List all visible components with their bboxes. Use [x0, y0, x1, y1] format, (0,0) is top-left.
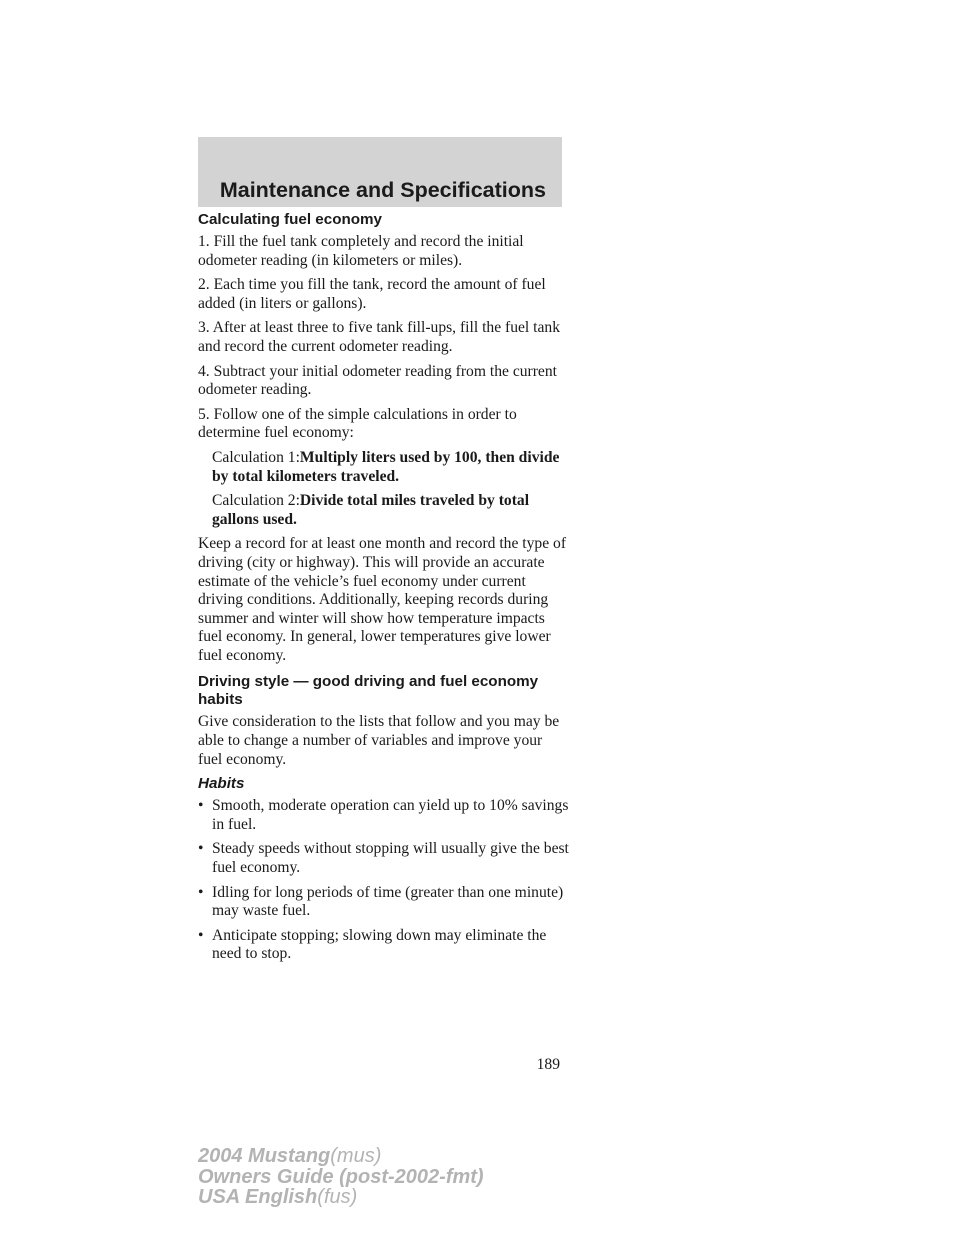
- record-paragraph: Keep a record for at least one month and record the type of driving (city or highway). This will provide an accurate estimate of the vehicle’s fuel economy under current driving conditions. Additionally, keeping records during summer and winter will show how temperature impacts fuel economy. In general, lower temperatures give lower fuel economy.: [198, 535, 567, 664]
- list-item: [198, 797, 570, 834]
- list-item-text: Idling for long periods of time (greater than one minute) may waste fuel.: [212, 883, 564, 920]
- footer-guide: Owners Guide (post-2002-fmt): [198, 1165, 484, 1188]
- list-item: [198, 927, 570, 964]
- calculation-2-text: Divide total miles traveled by total gallons used.: [212, 492, 530, 528]
- document-footer: [198, 1146, 484, 1208]
- footer-model: 2004 Mustang: [198, 1145, 331, 1167]
- footer-language-code: (fus): [317, 1186, 358, 1208]
- bullet-icon: •: [198, 840, 204, 858]
- heading-habits: Habits: [198, 775, 245, 793]
- bullet-icon: •: [198, 926, 204, 944]
- list-item-text: Smooth, moderate operation can yield up to 10% savings in fuel.: [212, 797, 569, 833]
- page-number: 189: [536, 1056, 560, 1073]
- heading-calculating-fuel-economy: Calculating fuel economy: [198, 211, 382, 228]
- calculation-2: [198, 492, 570, 529]
- calculation-2-label: Calculation 2:: [212, 492, 300, 510]
- footer-line-1: [198, 1146, 484, 1167]
- footer-line-3: [198, 1187, 484, 1208]
- bullet-icon: •: [198, 797, 204, 815]
- list-item-text: Steady speeds without stopping will usually give the best fuel economy.: [212, 840, 569, 877]
- section-header-band: [198, 137, 562, 207]
- bullet-icon: •: [198, 883, 204, 901]
- step-1: 1. Fill the fuel tank completely and record the initial odometer reading (in kilometers or miles).: [198, 233, 524, 269]
- step-2: 2. Each time you fill the tank, record the amount of fuel added (in liters or gallons).: [198, 276, 546, 312]
- list-item: [198, 884, 570, 921]
- footer-model-code: (mus): [330, 1145, 382, 1167]
- list-item-text: Anticipate stopping; slowing down may eliminate the need to stop.: [212, 926, 547, 963]
- calculation-1-text: Multiply liters used by 100, then divide by total kilometers traveled.: [212, 448, 560, 485]
- calculation-1: [198, 449, 570, 486]
- driving-style-intro: Give consideration to the lists that follow and you may be able to change a number of variables and improve your fuel economy.: [198, 713, 560, 768]
- step-3: 3. After at least three to five tank fill-ups, fill the fuel tank and record the current odometer reading.: [198, 319, 561, 355]
- list-item: [198, 840, 570, 877]
- footer-language: USA English: [198, 1186, 318, 1208]
- heading-driving-style: Driving style — good driving and fuel economy habits: [198, 673, 539, 709]
- step-5: 5. Follow one of the simple calculations in order to determine fuel economy:: [198, 405, 517, 442]
- page-content: [198, 211, 570, 970]
- section-header-title: Maintenance and Specifications: [219, 178, 546, 202]
- habits-list: [198, 797, 570, 964]
- step-4: 4. Subtract your initial odometer reading from the current odometer reading.: [198, 362, 557, 399]
- calculation-1-label: Calculation 1:: [212, 448, 300, 466]
- footer-line-2: [198, 1167, 484, 1188]
